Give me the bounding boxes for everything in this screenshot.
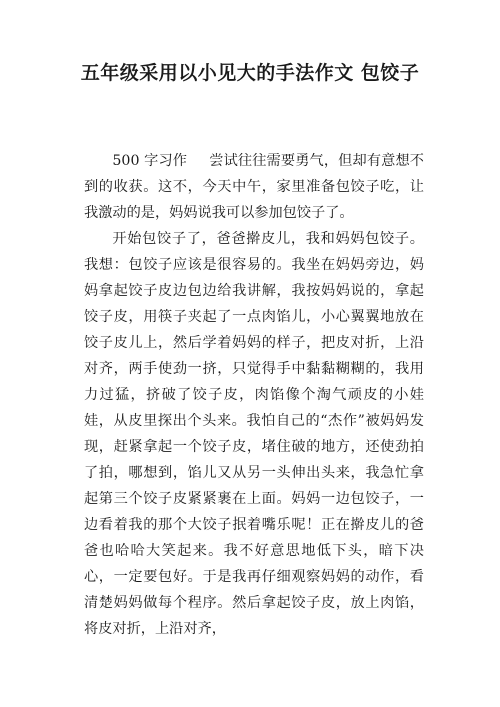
- word-count-label: 500 字习作: [112, 153, 188, 169]
- document-title: 五年级采用以小见大的手法作文 包饺子: [80, 62, 420, 84]
- paragraph-text: 开始包饺子了，爸爸擀皮儿，我和妈妈包饺子。我想：包饺子应该是很容易的。我坐在妈妈旁边，妈妈拿起饺子皮边包边给我讲解，我按妈妈说的，拿起饺子皮，用筷子夹起了一点肉馅儿，小心翼翼地放在饺子皮儿上，然后学着妈妈的样子，把皮对折，上沿对齐，两手使劲一挤，只觉得手中黏黏糊糊的，我用力过猛，挤破了饺子皮，肉馅像个淘气顽皮的小娃娃，从皮里探出个头来。我怕自己的“杰作”被妈妈发现，赶紧拿起一个饺子皮，堵住破的地方，还使劲拍了拍，哪想到，馅儿又从另一头伸出头来，我急忙拿起第三个饺子皮紧紧裹在上面。妈妈一边包饺子，一边看着我的那个大饺子抿着嘴乐呢！正在擀皮儿的爸爸也哈哈大笑起来。我不好意思地低下头，暗下决心，一定要包好。于是我再仔细观察妈妈的动作，看清楚妈妈做每个程序。然后拿起饺子皮，放上肉馅，将皮对折，上沿对齐，: [84, 231, 424, 637]
- paragraph-text: 尝试往往需要勇气，但却有意想不到的收获。这不，今天中午，家里准备包饺子吃，让我激动的是，妈妈说我可以参加包饺子了。: [84, 153, 424, 221]
- essay-body: [84, 148, 424, 642]
- paragraph-main: [84, 226, 424, 642]
- paragraph-intro: [84, 148, 424, 226]
